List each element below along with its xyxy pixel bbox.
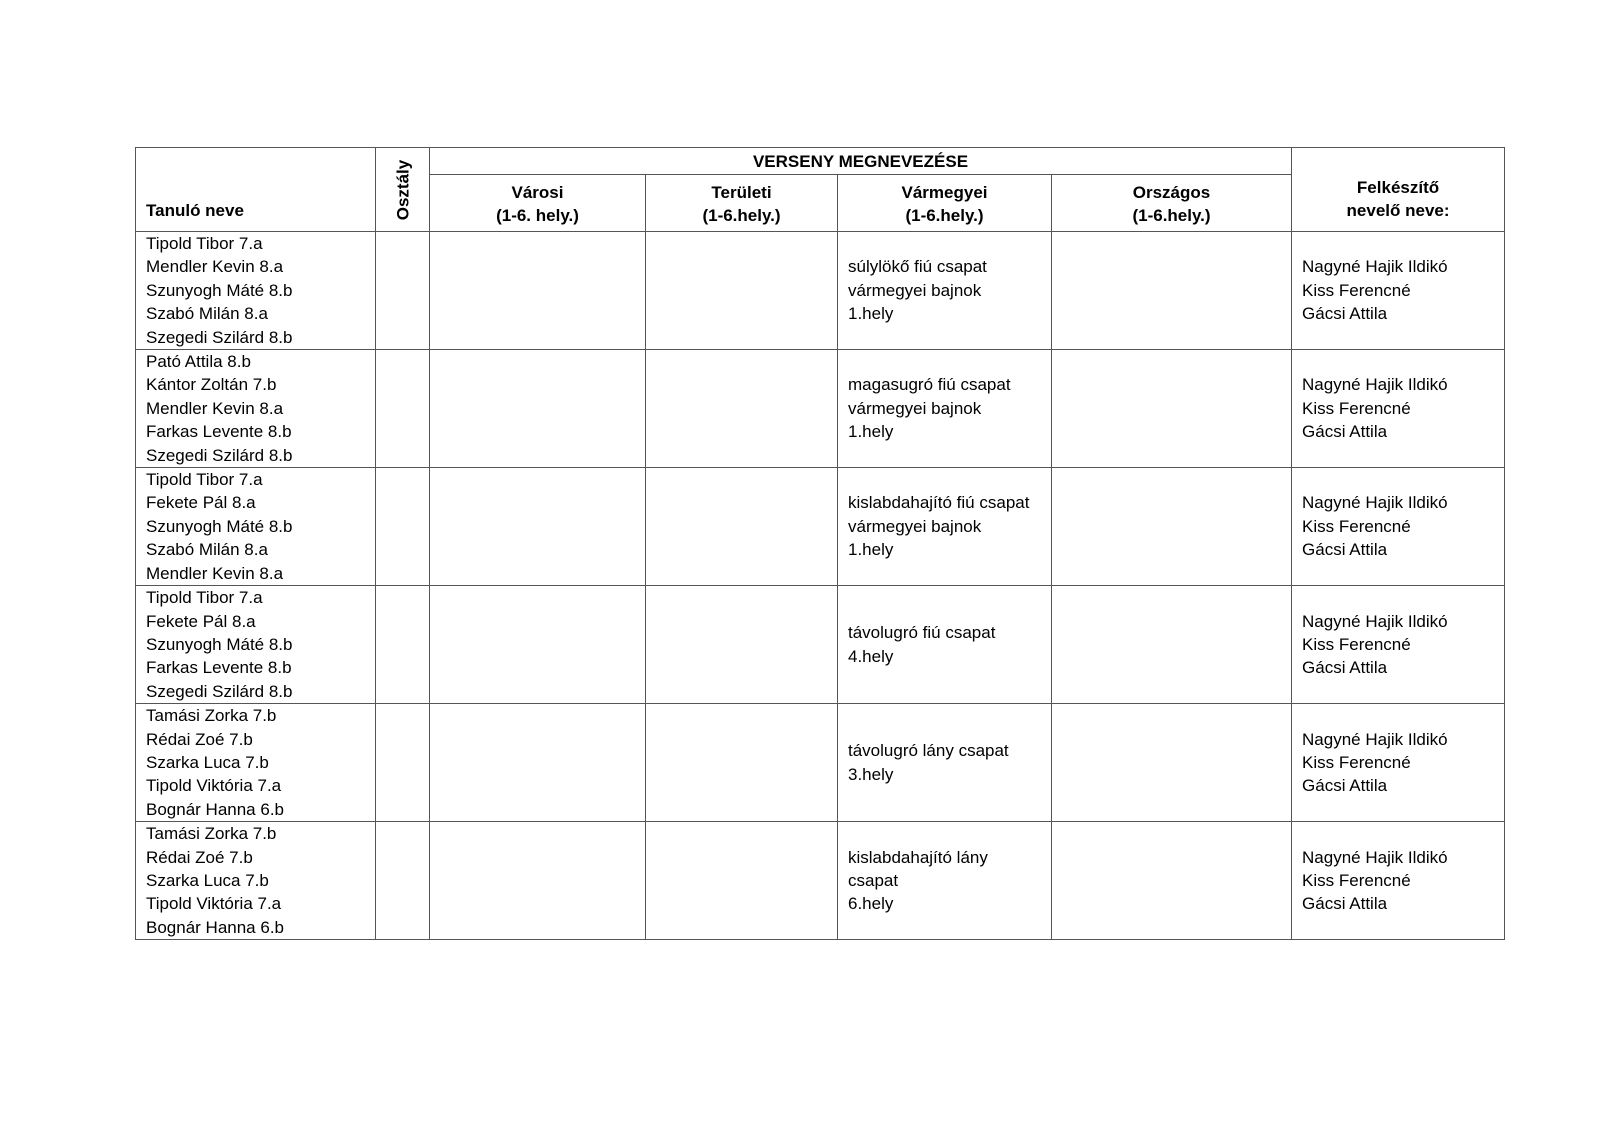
cell-varmegyei-line: vármegyei bajnok bbox=[848, 280, 982, 300]
header-varmegyei bbox=[838, 175, 1052, 232]
cell-teachers-line: Nagyné Hajik Ildikó bbox=[1302, 257, 1448, 277]
cell-teachers-line: Kiss Ferencné bbox=[1302, 280, 1411, 300]
cell-students bbox=[136, 586, 376, 704]
cell-teachers bbox=[1292, 704, 1505, 822]
cell-orszagos bbox=[1052, 704, 1292, 822]
header-teacher-line1: Felkészítő bbox=[1356, 177, 1440, 197]
cell-students-line: Szunyogh Máté 8.b bbox=[146, 516, 293, 536]
cell-teachers-line: Nagyné Hajik Ildikó bbox=[1302, 847, 1448, 867]
cell-varmegyei-line: 4.hely bbox=[848, 646, 894, 666]
header-varmegyei-range: (1-6.hely.) bbox=[905, 206, 984, 225]
header-orszagos bbox=[1052, 175, 1292, 232]
header-orszagos-label: Országos bbox=[1132, 183, 1211, 202]
cell-varmegyei-line: kislabdahajító lány bbox=[848, 847, 988, 867]
cell-varosi bbox=[430, 468, 646, 586]
cell-students-line: Tamási Zorka 7.b bbox=[146, 706, 277, 726]
cell-varmegyei-line: 1.hely bbox=[848, 304, 894, 324]
cell-varosi bbox=[430, 704, 646, 822]
cell-teachers bbox=[1292, 232, 1505, 350]
cell-teachers-line: Kiss Ferencné bbox=[1302, 634, 1411, 654]
table-row bbox=[136, 704, 1505, 822]
cell-varmegyei bbox=[838, 704, 1052, 822]
cell-varmegyei-line: vármegyei bajnok bbox=[848, 398, 982, 418]
cell-class bbox=[376, 468, 430, 586]
cell-students-line: Rédai Zoé 7.b bbox=[146, 847, 253, 867]
cell-orszagos bbox=[1052, 468, 1292, 586]
cell-class bbox=[376, 822, 430, 940]
cell-students-line: Mendler Kevin 8.a bbox=[146, 563, 284, 583]
cell-students-line: Szarka Luca 7.b bbox=[146, 870, 269, 890]
table-row bbox=[136, 586, 1505, 704]
cell-varosi bbox=[430, 350, 646, 468]
cell-students-line: Pató Attila 8.b bbox=[146, 352, 251, 372]
cell-students bbox=[136, 232, 376, 350]
cell-varmegyei-line: 1.hely bbox=[848, 422, 894, 442]
cell-teachers-line: Gácsi Attila bbox=[1302, 422, 1388, 442]
cell-orszagos bbox=[1052, 232, 1292, 350]
cell-class bbox=[376, 586, 430, 704]
cell-teachers-line: Gácsi Attila bbox=[1302, 658, 1388, 678]
cell-teachers bbox=[1292, 822, 1505, 940]
cell-students-line: Farkas Levente 8.b bbox=[146, 658, 292, 678]
cell-teachers-line: Nagyné Hajik Ildikó bbox=[1302, 611, 1448, 631]
cell-varosi bbox=[430, 232, 646, 350]
cell-teachers bbox=[1292, 468, 1505, 586]
header-teacher bbox=[1292, 148, 1505, 232]
cell-varmegyei-line: 3.hely bbox=[848, 764, 894, 784]
cell-teruleti bbox=[646, 586, 838, 704]
table-row bbox=[136, 232, 1505, 350]
cell-students-line: Szabó Milán 8.a bbox=[146, 540, 268, 560]
cell-varmegyei-line: kislabdahajító fiú csapat bbox=[848, 493, 1030, 513]
cell-varmegyei-line: távolugró fiú csapat bbox=[848, 623, 996, 643]
cell-teachers-line: Gácsi Attila bbox=[1302, 304, 1388, 324]
header-class bbox=[376, 148, 430, 232]
cell-teruleti bbox=[646, 232, 838, 350]
cell-teachers bbox=[1292, 586, 1505, 704]
header-class-label: Osztály bbox=[393, 159, 412, 220]
cell-students-line: Szegedi Szilárd 8.b bbox=[146, 445, 293, 465]
cell-teachers-line: Nagyné Hajik Ildikó bbox=[1302, 493, 1448, 513]
cell-class bbox=[376, 232, 430, 350]
header-varmegyei-label: Vármegyei bbox=[901, 183, 988, 202]
cell-teachers-line: Nagyné Hajik Ildikó bbox=[1302, 375, 1448, 395]
cell-students-line: Szegedi Szilárd 8.b bbox=[146, 327, 293, 347]
cell-students-line: Szunyogh Máté 8.b bbox=[146, 634, 293, 654]
cell-varmegyei-line: csapat bbox=[848, 870, 899, 890]
cell-teachers-line: Nagyné Hajik Ildikó bbox=[1302, 729, 1448, 749]
cell-students bbox=[136, 822, 376, 940]
cell-varmegyei bbox=[838, 232, 1052, 350]
cell-students-line: Fekete Pál 8.a bbox=[146, 611, 256, 631]
cell-students-line: Tipold Viktória 7.a bbox=[146, 894, 282, 914]
cell-teachers-line: Kiss Ferencné bbox=[1302, 752, 1411, 772]
cell-students-line: Tamási Zorka 7.b bbox=[146, 824, 277, 844]
header-competition: VERSENY MEGNEVEZÉSE bbox=[430, 148, 1292, 175]
cell-students bbox=[136, 468, 376, 586]
cell-students-line: Szegedi Szilárd 8.b bbox=[146, 681, 293, 701]
cell-students-line: Tipold Viktória 7.a bbox=[146, 776, 282, 796]
cell-varmegyei-line: súlylökő fiú csapat bbox=[848, 257, 987, 277]
cell-teruleti bbox=[646, 822, 838, 940]
cell-varmegyei-line: 1.hely bbox=[848, 540, 894, 560]
table-row bbox=[136, 822, 1505, 940]
cell-students-line: Bognár Hanna 6.b bbox=[146, 799, 284, 819]
header-teruleti-label: Területi bbox=[711, 183, 772, 202]
header-teruleti bbox=[646, 175, 838, 232]
cell-teachers-line: Gácsi Attila bbox=[1302, 776, 1388, 796]
cell-class bbox=[376, 350, 430, 468]
cell-teachers-line: Kiss Ferencné bbox=[1302, 516, 1411, 536]
cell-orszagos bbox=[1052, 586, 1292, 704]
cell-students-line: Kántor Zoltán 7.b bbox=[146, 375, 277, 395]
table-body bbox=[136, 232, 1505, 940]
cell-students bbox=[136, 350, 376, 468]
cell-teruleti bbox=[646, 704, 838, 822]
cell-teachers-line: Gácsi Attila bbox=[1302, 894, 1388, 914]
cell-teruleti bbox=[646, 468, 838, 586]
cell-varosi bbox=[430, 586, 646, 704]
table-row bbox=[136, 468, 1505, 586]
cell-students-line: Farkas Levente 8.b bbox=[146, 422, 292, 442]
cell-students-line: Mendler Kevin 8.a bbox=[146, 398, 284, 418]
cell-varosi bbox=[430, 822, 646, 940]
cell-teachers-line: Kiss Ferencné bbox=[1302, 398, 1411, 418]
cell-varmegyei bbox=[838, 468, 1052, 586]
cell-teachers bbox=[1292, 350, 1505, 468]
table-row bbox=[136, 350, 1505, 468]
header-varosi-range: (1-6. hely.) bbox=[496, 206, 579, 225]
header-teacher-line2: nevelő neve: bbox=[1346, 200, 1450, 220]
cell-teachers-line: Gácsi Attila bbox=[1302, 540, 1388, 560]
cell-students-line: Tipold Tibor 7.a bbox=[146, 234, 263, 253]
cell-varmegyei-line: vármegyei bajnok bbox=[848, 516, 982, 536]
header-student-name: Tanuló neve bbox=[136, 148, 376, 232]
cell-students bbox=[136, 704, 376, 822]
cell-class bbox=[376, 704, 430, 822]
header-varosi-label: Városi bbox=[511, 183, 564, 202]
cell-students-line: Mendler Kevin 8.a bbox=[146, 257, 284, 277]
cell-students-line: Szunyogh Máté 8.b bbox=[146, 280, 293, 300]
cell-students-line: Tipold Tibor 7.a bbox=[146, 588, 263, 608]
header-varosi bbox=[430, 175, 646, 232]
cell-teruleti bbox=[646, 350, 838, 468]
cell-varmegyei bbox=[838, 586, 1052, 704]
cell-students-line: Tipold Tibor 7.a bbox=[146, 470, 263, 490]
cell-varmegyei-line: magasugró fiú csapat bbox=[848, 375, 1011, 395]
cell-varmegyei-line: 6.hely bbox=[848, 894, 894, 914]
cell-students-line: Bognár Hanna 6.b bbox=[146, 917, 284, 937]
header-teruleti-range: (1-6.hely.) bbox=[702, 206, 781, 225]
cell-orszagos bbox=[1052, 822, 1292, 940]
results-table bbox=[135, 147, 1505, 940]
cell-students-line: Szarka Luca 7.b bbox=[146, 752, 269, 772]
cell-students-line: Rédai Zoé 7.b bbox=[146, 729, 253, 749]
cell-students-line: Szabó Milán 8.a bbox=[146, 304, 268, 324]
header-orszagos-range: (1-6.hely.) bbox=[1132, 206, 1211, 225]
cell-varmegyei bbox=[838, 822, 1052, 940]
cell-orszagos bbox=[1052, 350, 1292, 468]
cell-teachers-line: Kiss Ferencné bbox=[1302, 870, 1411, 890]
cell-students-line: Fekete Pál 8.a bbox=[146, 493, 256, 513]
cell-varmegyei bbox=[838, 350, 1052, 468]
cell-varmegyei-line: távolugró lány csapat bbox=[848, 741, 1009, 761]
